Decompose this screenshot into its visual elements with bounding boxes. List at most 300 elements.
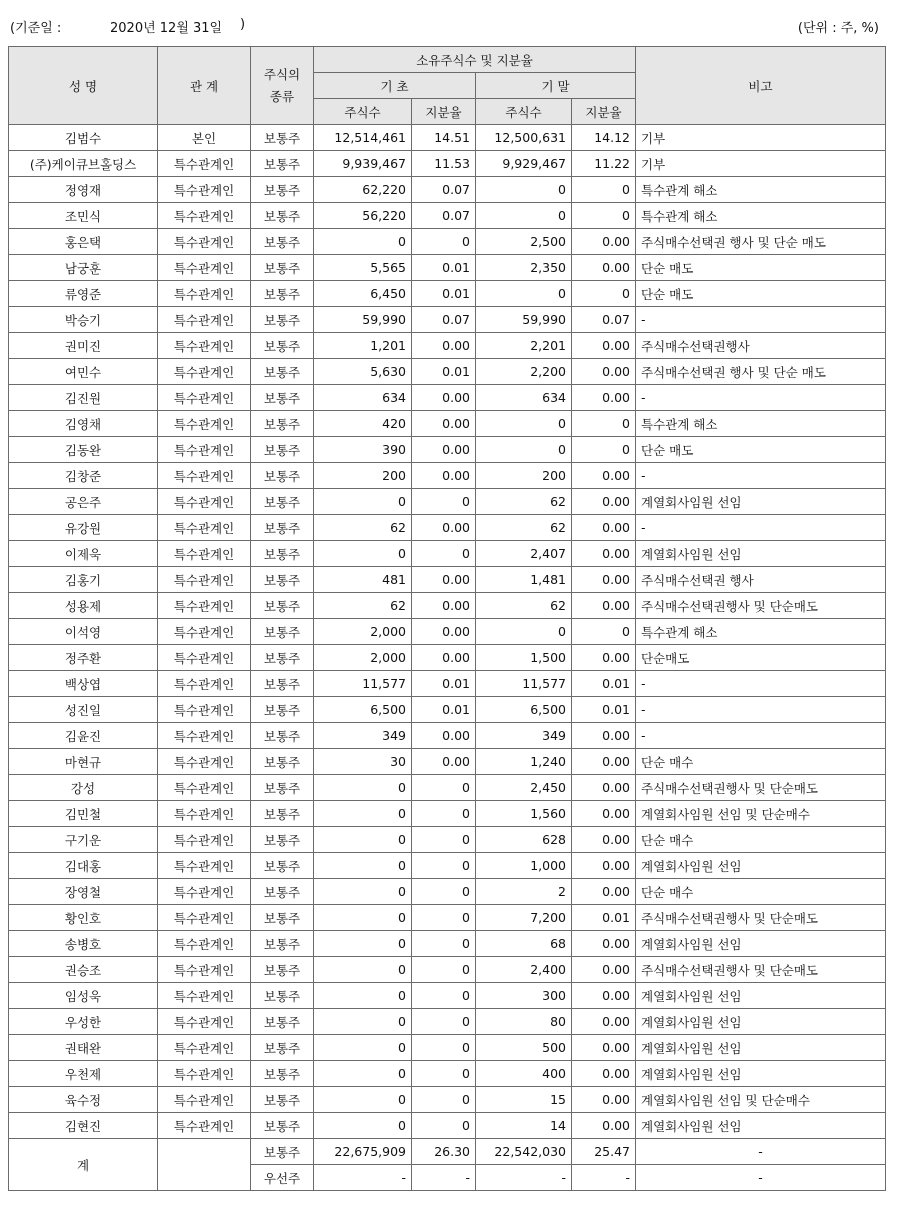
cell-end-ratio: 0.00 [572,593,636,619]
cell-end-ratio: 0.00 [572,801,636,827]
table-row [9,697,886,723]
cell-name: 정영재 [9,177,158,203]
cell-stock-type: 보통주 [251,749,314,775]
base-date-label: (기준일 : [10,21,62,36]
cell-note: 주식매수선택권행사 및 단순매도 [636,775,886,801]
cell-end-ratio: 0.00 [572,489,636,515]
table-body [9,125,886,1139]
cell-name: 김대홍 [9,853,158,879]
cell-relation: 특수관계인 [158,151,251,177]
total-end-ratio: - [572,1165,636,1191]
cell-note: 계열회사임원 선임 [636,541,886,567]
cell-relation: 특수관계인 [158,359,251,385]
cell-begin-ratio: 0.00 [412,411,476,437]
cell-relation: 특수관계인 [158,463,251,489]
cell-note: 특수관계 해소 [636,411,886,437]
cell-end-shares: 2,400 [476,957,572,983]
cell-begin-shares: 6,450 [314,281,412,307]
cell-begin-shares: 420 [314,411,412,437]
cell-relation: 특수관계인 [158,255,251,281]
cell-relation: 특수관계인 [158,333,251,359]
cell-begin-ratio: 0 [412,931,476,957]
cell-end-ratio: 0.01 [572,905,636,931]
cell-relation: 특수관계인 [158,437,251,463]
cell-begin-shares: 6,500 [314,697,412,723]
col-begin-header: 기 초 [314,73,476,99]
cell-stock-type: 보통주 [251,359,314,385]
cell-note: - [636,697,886,723]
cell-end-ratio: 0.00 [572,775,636,801]
cell-begin-ratio: 0.07 [412,177,476,203]
cell-relation: 특수관계인 [158,879,251,905]
cell-begin-ratio: 0.00 [412,567,476,593]
cell-end-ratio: 0.00 [572,463,636,489]
cell-note: 주식매수선택권행사 [636,333,886,359]
cell-stock-type: 보통주 [251,1009,314,1035]
cell-stock-type: 보통주 [251,645,314,671]
table-row [9,1113,886,1139]
table-row [9,411,886,437]
cell-end-ratio: 0.00 [572,1061,636,1087]
cell-relation: 특수관계인 [158,385,251,411]
cell-relation: 특수관계인 [158,801,251,827]
cell-begin-shares: 0 [314,879,412,905]
table-row [9,905,886,931]
cell-begin-shares: 0 [314,775,412,801]
col-begin-shares-header: 주식수 [314,99,412,125]
cell-begin-shares: 0 [314,983,412,1009]
cell-note: 단순 매도 [636,437,886,463]
col-name-header: 성 명 [9,47,158,125]
cell-end-shares: 68 [476,931,572,957]
cell-begin-ratio: 0 [412,957,476,983]
total-relation-blank [158,1139,251,1191]
cell-relation: 특수관계인 [158,489,251,515]
cell-begin-ratio: 0.00 [412,619,476,645]
cell-end-shares: 1,000 [476,853,572,879]
cell-name: 마현규 [9,749,158,775]
cell-begin-ratio: 0.01 [412,697,476,723]
report-header [10,17,879,37]
table-row [9,1087,886,1113]
total-begin-ratio: - [412,1165,476,1191]
cell-note: 계열회사임원 선임 및 단순매수 [636,801,886,827]
cell-stock-type: 보통주 [251,593,314,619]
table-row [9,983,886,1009]
cell-begin-shares: 59,990 [314,307,412,333]
cell-relation: 특수관계인 [158,645,251,671]
cell-begin-shares: 5,565 [314,255,412,281]
cell-stock-type: 보통주 [251,151,314,177]
cell-name: 박승기 [9,307,158,333]
cell-begin-shares: 0 [314,1009,412,1035]
cell-stock-type: 보통주 [251,671,314,697]
cell-name: 홍은택 [9,229,158,255]
cell-stock-type: 보통주 [251,983,314,1009]
cell-begin-ratio: 0 [412,775,476,801]
cell-name: 이제욱 [9,541,158,567]
cell-end-shares: 2,201 [476,333,572,359]
cell-end-shares: 0 [476,437,572,463]
cell-begin-ratio: 0 [412,1061,476,1087]
base-date-close: ) [240,17,246,32]
cell-stock-type: 보통주 [251,567,314,593]
total-type: 보통주 [251,1139,314,1165]
table-row [9,593,886,619]
cell-note: 단순 매수 [636,879,886,905]
cell-begin-ratio: 0 [412,229,476,255]
cell-begin-shares: 0 [314,229,412,255]
cell-begin-ratio: 0 [412,983,476,1009]
cell-name: 우천제 [9,1061,158,1087]
cell-begin-shares: 62,220 [314,177,412,203]
cell-relation: 본인 [158,125,251,151]
cell-begin-shares: 2,000 [314,645,412,671]
cell-begin-shares: 0 [314,931,412,957]
cell-begin-shares: 349 [314,723,412,749]
cell-end-shares: 62 [476,515,572,541]
cell-end-shares: 0 [476,281,572,307]
table-row [9,177,886,203]
cell-name: 김민철 [9,801,158,827]
cell-note: - [636,307,886,333]
col-holdings-header: 소유주식수 및 지분율 [314,47,636,73]
cell-end-ratio: 0.00 [572,853,636,879]
cell-relation: 특수관계인 [158,203,251,229]
cell-relation: 특수관계인 [158,957,251,983]
cell-stock-type: 보통주 [251,489,314,515]
cell-name: 황인호 [9,905,158,931]
col-relation-header: 관 계 [158,47,251,125]
base-date-line [10,17,246,36]
cell-begin-shares: 9,939,467 [314,151,412,177]
cell-begin-ratio: 0.00 [412,463,476,489]
cell-stock-type: 보통주 [251,333,314,359]
cell-stock-type: 보통주 [251,775,314,801]
cell-end-shares: 1,240 [476,749,572,775]
cell-end-ratio: 0.00 [572,359,636,385]
cell-name: 구기운 [9,827,158,853]
cell-relation: 특수관계인 [158,723,251,749]
cell-name: 육수정 [9,1087,158,1113]
cell-stock-type: 보통주 [251,203,314,229]
cell-end-shares: 15 [476,1087,572,1113]
cell-note: 기부 [636,151,886,177]
cell-begin-ratio: 0 [412,879,476,905]
table-row [9,619,886,645]
cell-end-ratio: 0.00 [572,229,636,255]
cell-note: 단순 매수 [636,827,886,853]
table-row [9,515,886,541]
cell-stock-type: 보통주 [251,619,314,645]
cell-relation: 특수관계인 [158,1113,251,1139]
cell-stock-type: 보통주 [251,229,314,255]
cell-end-shares: 7,200 [476,905,572,931]
cell-begin-ratio: 0 [412,853,476,879]
cell-stock-type: 보통주 [251,307,314,333]
cell-note: 단순매도 [636,645,886,671]
cell-name: 공은주 [9,489,158,515]
table-row [9,229,886,255]
table-row [9,385,886,411]
cell-begin-ratio: 0.07 [412,307,476,333]
cell-note: 계열회사임원 선임 [636,1061,886,1087]
cell-end-shares: 349 [476,723,572,749]
cell-begin-ratio: 0.00 [412,515,476,541]
cell-note: 주식매수선택권 행사 [636,567,886,593]
table-row [9,1061,886,1087]
cell-name: 백상엽 [9,671,158,697]
cell-stock-type: 보통주 [251,1061,314,1087]
table-row [9,437,886,463]
cell-note: 계열회사임원 선임 [636,489,886,515]
table-row [9,281,886,307]
cell-begin-shares: 0 [314,957,412,983]
cell-end-ratio: 0.00 [572,541,636,567]
cell-note: 단순 매도 [636,255,886,281]
cell-name: 김진원 [9,385,158,411]
cell-begin-ratio: 0 [412,1035,476,1061]
cell-begin-shares: 11,577 [314,671,412,697]
cell-name: 성진일 [9,697,158,723]
cell-begin-ratio: 0.01 [412,671,476,697]
cell-begin-shares: 12,514,461 [314,125,412,151]
total-label: 계 [9,1139,158,1191]
cell-stock-type: 보통주 [251,957,314,983]
cell-begin-ratio: 0.00 [412,593,476,619]
cell-name: 남궁훈 [9,255,158,281]
cell-begin-shares: 2,000 [314,619,412,645]
cell-note: 특수관계 해소 [636,177,886,203]
cell-end-shares: 634 [476,385,572,411]
cell-end-shares: 59,990 [476,307,572,333]
cell-note: 단순 매도 [636,281,886,307]
cell-stock-type: 보통주 [251,177,314,203]
cell-begin-ratio: 0 [412,905,476,931]
cell-begin-shares: 30 [314,749,412,775]
cell-end-ratio: 0 [572,437,636,463]
table-row [9,203,886,229]
cell-end-shares: 500 [476,1035,572,1061]
cell-relation: 특수관계인 [158,1009,251,1035]
cell-begin-shares: 0 [314,801,412,827]
total-end-ratio: 25.47 [572,1139,636,1165]
cell-note: - [636,515,886,541]
cell-stock-type: 보통주 [251,931,314,957]
cell-end-ratio: 11.22 [572,151,636,177]
cell-relation: 특수관계인 [158,1035,251,1061]
table-row [9,749,886,775]
cell-stock-type: 보통주 [251,515,314,541]
cell-stock-type: 보통주 [251,437,314,463]
cell-begin-ratio: 0 [412,1113,476,1139]
cell-begin-shares: 62 [314,593,412,619]
col-stock-type-header: 주식의 종류 [251,47,314,125]
cell-relation: 특수관계인 [158,619,251,645]
table-row [9,333,886,359]
total-begin-shares: 22,675,909 [314,1139,412,1165]
col-begin-ratio-header: 지분율 [412,99,476,125]
cell-name: 조민식 [9,203,158,229]
cell-end-shares: 9,929,467 [476,151,572,177]
cell-name: 류영준 [9,281,158,307]
total-end-shares: 22,542,030 [476,1139,572,1165]
cell-end-shares: 0 [476,177,572,203]
cell-end-shares: 2,500 [476,229,572,255]
cell-stock-type: 보통주 [251,827,314,853]
cell-end-ratio: 0.00 [572,827,636,853]
table-row [9,489,886,515]
cell-begin-ratio: 0.00 [412,437,476,463]
cell-begin-shares: 634 [314,385,412,411]
cell-stock-type: 보통주 [251,853,314,879]
cell-end-shares: 0 [476,619,572,645]
cell-name: 김범수 [9,125,158,151]
cell-note: 특수관계 해소 [636,619,886,645]
cell-begin-shares: 0 [314,853,412,879]
table-row [9,827,886,853]
cell-end-ratio: 0.01 [572,671,636,697]
cell-begin-shares: 0 [314,1113,412,1139]
cell-end-ratio: 0 [572,411,636,437]
cell-note: - [636,723,886,749]
cell-note: 특수관계 해소 [636,203,886,229]
cell-end-shares: 2 [476,879,572,905]
cell-end-ratio: 0.00 [572,1113,636,1139]
cell-end-ratio: 14.12 [572,125,636,151]
cell-begin-shares: 0 [314,541,412,567]
table-row [9,463,886,489]
cell-stock-type: 보통주 [251,697,314,723]
cell-stock-type: 보통주 [251,879,314,905]
table-row [9,775,886,801]
cell-end-ratio: 0.00 [572,1009,636,1035]
cell-begin-ratio: 11.53 [412,151,476,177]
cell-begin-ratio: 0.01 [412,281,476,307]
cell-relation: 특수관계인 [158,853,251,879]
cell-name: 정주환 [9,645,158,671]
table-row [9,307,886,333]
table-header [9,47,886,125]
cell-begin-shares: 0 [314,489,412,515]
cell-end-shares: 300 [476,983,572,1009]
col-note-header: 비고 [636,47,886,125]
cell-end-shares: 2,200 [476,359,572,385]
cell-end-ratio: 0.00 [572,879,636,905]
table-row [9,125,886,151]
table-row [9,359,886,385]
cell-begin-ratio: 0 [412,489,476,515]
cell-note: 계열회사임원 선임 [636,1009,886,1035]
total-note: - [636,1165,886,1191]
cell-end-shares: 80 [476,1009,572,1035]
table-row [9,957,886,983]
cell-end-shares: 400 [476,1061,572,1087]
cell-note: 계열회사임원 선임 [636,1113,886,1139]
cell-begin-ratio: 0.00 [412,385,476,411]
cell-stock-type: 보통주 [251,385,314,411]
cell-end-ratio: 0 [572,281,636,307]
cell-note: 주식매수선택권 행사 및 단순 매도 [636,359,886,385]
cell-end-ratio: 0.07 [572,307,636,333]
cell-relation: 특수관계인 [158,775,251,801]
cell-note: 계열회사임원 선임 및 단순매수 [636,1087,886,1113]
cell-begin-ratio: 0.07 [412,203,476,229]
table-row [9,1035,886,1061]
cell-name: 유강원 [9,515,158,541]
cell-name: 이석영 [9,619,158,645]
cell-name: 김동완 [9,437,158,463]
cell-note: - [636,671,886,697]
cell-name: 김현진 [9,1113,158,1139]
table-row [9,151,886,177]
shareholder-table [8,46,886,1191]
cell-relation: 특수관계인 [158,515,251,541]
cell-relation: 특수관계인 [158,281,251,307]
cell-name: 장영철 [9,879,158,905]
cell-end-shares: 2,407 [476,541,572,567]
cell-name: 권태완 [9,1035,158,1061]
cell-end-shares: 14 [476,1113,572,1139]
cell-end-ratio: 0.00 [572,515,636,541]
cell-begin-ratio: 0.00 [412,749,476,775]
cell-relation: 특수관계인 [158,307,251,333]
cell-relation: 특수관계인 [158,697,251,723]
cell-begin-ratio: 0.01 [412,255,476,281]
cell-note: - [636,385,886,411]
table-row [9,645,886,671]
cell-stock-type: 보통주 [251,125,314,151]
cell-end-ratio: 0.00 [572,723,636,749]
cell-relation: 특수관계인 [158,593,251,619]
cell-stock-type: 보통주 [251,905,314,931]
table-row [9,1009,886,1035]
cell-relation: 특수관계인 [158,567,251,593]
cell-note: 계열회사임원 선임 [636,931,886,957]
cell-stock-type: 보통주 [251,1087,314,1113]
total-note: - [636,1139,886,1165]
cell-end-ratio: 0 [572,177,636,203]
cell-end-ratio: 0.00 [572,1035,636,1061]
cell-relation: 특수관계인 [158,749,251,775]
cell-relation: 특수관계인 [158,827,251,853]
cell-note: 주식매수선택권행사 및 단순매도 [636,905,886,931]
cell-name: 김창준 [9,463,158,489]
cell-relation: 특수관계인 [158,1087,251,1113]
cell-stock-type: 보통주 [251,281,314,307]
cell-stock-type: 보통주 [251,255,314,281]
total-begin-ratio: 26.30 [412,1139,476,1165]
cell-end-ratio: 0.00 [572,983,636,1009]
cell-begin-ratio: 0.00 [412,645,476,671]
cell-note: 계열회사임원 선임 [636,1035,886,1061]
cell-end-shares: 200 [476,463,572,489]
cell-end-ratio: 0 [572,619,636,645]
cell-end-shares: 1,481 [476,567,572,593]
table-row [9,255,886,281]
col-end-ratio-header: 지분율 [572,99,636,125]
cell-end-ratio: 0 [572,203,636,229]
cell-name: 여민수 [9,359,158,385]
base-date-value: 2020년 12월 31일 [110,21,223,36]
cell-name: 송병호 [9,931,158,957]
cell-begin-shares: 0 [314,1061,412,1087]
table-row [9,931,886,957]
cell-end-shares: 62 [476,489,572,515]
table-row [9,541,886,567]
cell-note: 계열회사임원 선임 [636,983,886,1009]
cell-begin-shares: 1,201 [314,333,412,359]
